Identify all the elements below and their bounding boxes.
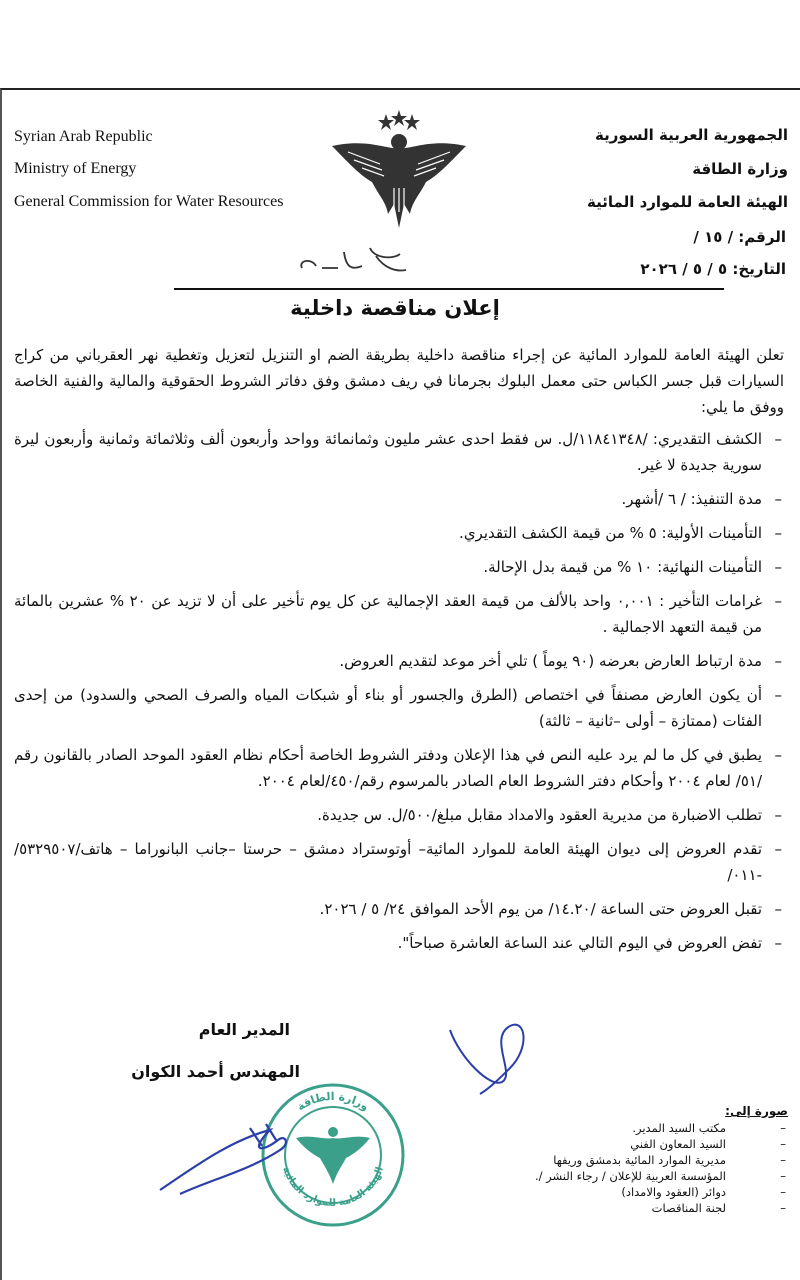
- eagle-emblem-icon: [328, 108, 470, 232]
- header-ar-ministry: وزارة الطاقة: [692, 160, 788, 178]
- announcement-body: [14, 342, 784, 964]
- cc-item: – مديرية الموارد المائية بدمشق وريفها: [526, 1152, 786, 1168]
- signature-scribble-icon: [430, 1018, 540, 1098]
- intro-paragraph: تعلن الهيئة العامة للموارد المائية عن إجراء مناقصة داخلية بطريقة الضم او التنزيل لتعزيل وتغطية نهر العقرباني من كراج السيارات قبل جسر الكباس حتى معمل البلوك بجرمانا في ريف دمشق وفق دفاتر الشروط الحقوقية والمالية والفنية الخاصة ووفق ما يلي:: [14, 346, 784, 416]
- cc-item: – مكتب السيد المدير.: [526, 1120, 786, 1136]
- list-item: – أن يكون العارض مصنفاً في اختصاص (الطرق والجسور أو بناء أو شبكات المياه والصرف الصحي والسدود) من إحدى الفئات (ممتازة – أولى –ثانية – ثالثة): [14, 682, 784, 734]
- list-item: – التأمينات الأولية: ٥ % من قيمة الكشف التقديري.: [14, 520, 784, 546]
- header-divider: [174, 288, 724, 290]
- document-date: التاريخ: ٥ / ٥ / ٢٠٢٦: [640, 260, 786, 278]
- header-en-commission: General Commission for Water Resources: [14, 193, 284, 210]
- header-en-country: Syrian Arab Republic: [14, 128, 153, 145]
- header-en-ministry: Ministry of Energy: [14, 160, 137, 177]
- list-item: – تطلب الاضبارة من مديرية العقود والامداد مقابل مبلغ/٥٠٠/ل. س جديدة.: [14, 802, 784, 828]
- stamp-top-text: وزارة الطاقة: [294, 1090, 372, 1114]
- list-item: – مدة التنفيذ: / ٦ /أشهر.: [14, 486, 784, 512]
- svg-text:وزارة الطاقة: [295, 1090, 372, 1113]
- cc-title: صورة إلى:: [725, 1104, 788, 1118]
- conditions-list: [14, 426, 784, 956]
- signatory-position: المدير العام: [198, 1020, 290, 1039]
- list-item: – مدة ارتباط العارض بعرضه (٩٠ يوماً ) تلي أخر موعد لتقديم العروض.: [14, 648, 784, 674]
- reference-number: الرقم: / ١٥ /: [693, 228, 786, 246]
- list-item: – التأمينات النهائية: ١٠ % من قيمة بدل الإحالة.: [14, 554, 784, 580]
- cc-item: – المؤسسة العربية للإعلان / رجاء النشر /.: [526, 1168, 786, 1184]
- stamp-bottom-text: الهيئة العامة للموارد المائية: [280, 1165, 386, 1209]
- list-item: – تقبل العروض حتى الساعة /١٤.٢٠/ من يوم الأحد الموافق ٢٤/ ٥ / ٢٠٢٦.: [14, 896, 784, 922]
- header-ar-country: الجمهورية العربية السورية: [595, 126, 788, 144]
- header-ar-commission: الهيئة العامة للموارد المائية: [587, 193, 788, 211]
- signature-icon: [150, 1110, 300, 1200]
- list-item: – يطبق في كل ما لم يرد عليه النص في هذا الإعلان ودفتر الشروط الخاصة أحكام نظام العقود الموحد الصادر بالقانون رقم /٥١/ لعام ٢٠٠٤ وأحكام دفتر الشروط العام الصادر بالمرسوم رقم/٤٥٠/لعام ٢٠٠٤.: [14, 742, 784, 794]
- list-item: – تقدم العروض إلى ديوان الهيئة العامة للموارد المائية– أوتوستراد دمشق – حرستا –جانب البانوراما – هاتف/٥٣٢٩٥٠٧/ -٠١١/: [14, 836, 784, 888]
- page-title: إعلان مناقصة داخلية: [290, 296, 500, 320]
- list-item: – غرامات التأخير : ٠,٠٠١ واحد بالألف من قيمة العقد الإجمالية عن كل يوم تأخير على أن لا تزيد عن ٢٠ % عشرين بالمائة من قيمة التعهد الاجمالية .: [14, 588, 784, 640]
- list-item: – تفض العروض في اليوم التالي عند الساعة العاشرة صباحاً".: [14, 930, 784, 956]
- list-item: – الكشف التقديري: /١١٨٤١٣٤٨/ل. س فقط احدى عشر مليون وثمانمائة وواحد وأربعون ألف وثلاثمائة وثمانية وأربعون ليرة سورية جديدة لا غير.: [14, 426, 784, 478]
- cc-item: – السيد المعاون الفني: [526, 1136, 786, 1152]
- signatory-name: المهندس أحمد الكوان: [131, 1062, 300, 1081]
- cc-list: [526, 1120, 786, 1216]
- handwritten-note-icon: [292, 238, 412, 282]
- cc-item: – دوائر (العقود والامداد): [526, 1184, 786, 1200]
- cc-item: – لجنة المناقصات: [526, 1200, 786, 1216]
